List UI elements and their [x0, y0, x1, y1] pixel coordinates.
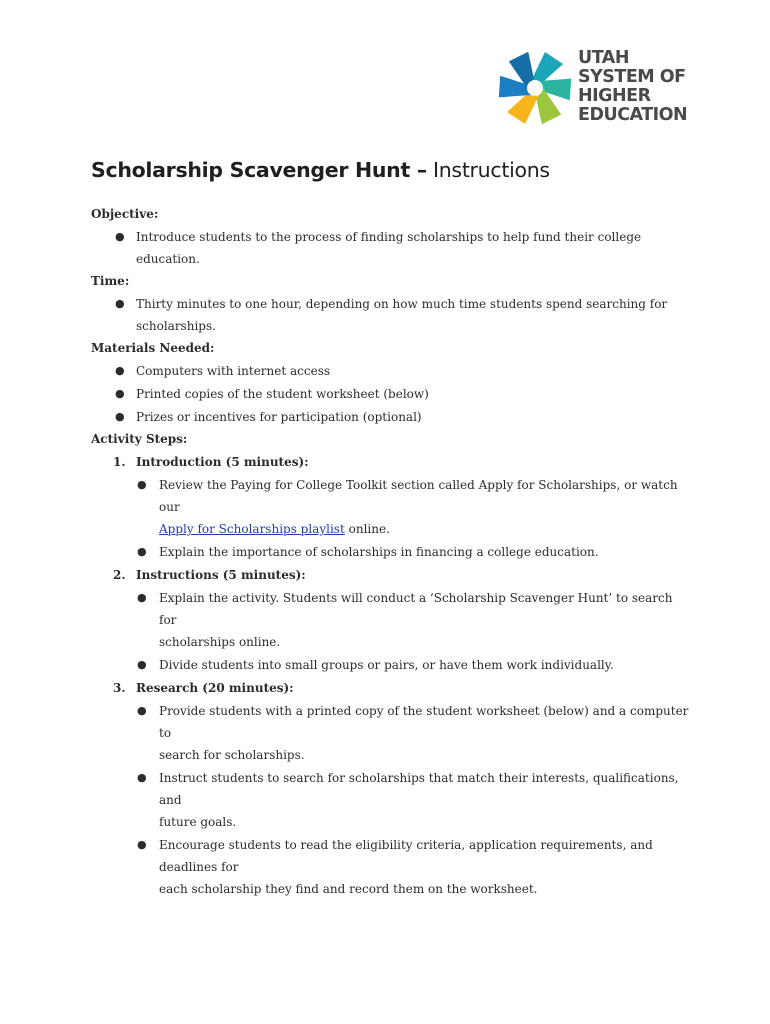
activity-heading: Activity Steps: [91, 432, 188, 446]
sub-list-item [91, 587, 691, 653]
logo-line: SYSTEM OF [578, 67, 686, 87]
materials-heading: Materials Needed: [91, 341, 215, 355]
scholarships-playlist-link[interactable]: Apply for Scholarships playlist [159, 522, 345, 536]
bullet-icon: ● [115, 364, 125, 377]
list-item-text: scholarships. [136, 319, 216, 333]
step-number: 3. [113, 681, 126, 695]
list-item-text: Provide students with a printed copy of the student worksheet (below) and a computer to [159, 704, 689, 740]
step-heading [91, 677, 691, 700]
sub-list-item [91, 767, 691, 833]
pinwheel-logo-icon [495, 47, 575, 129]
logo-wordmark [578, 49, 687, 125]
logo-line: HIGHER [578, 86, 651, 106]
sub-list-item [91, 700, 691, 766]
list-item-text: search for scholarships. [159, 748, 305, 762]
list-item-text: online. [344, 522, 390, 536]
logo-line: EDUCATION [578, 105, 688, 125]
sub-list-item [91, 474, 691, 540]
list-item-text: Divide students into small groups or pairs, or have them work individually. [159, 658, 614, 672]
step-number: 1. [113, 455, 126, 469]
bullet-icon: ● [137, 591, 147, 604]
list-item-text: Printed copies of the student worksheet (below) [136, 387, 429, 401]
bullet-icon: ● [137, 545, 147, 558]
bullet-icon: ● [137, 658, 147, 671]
bullet-icon: ● [137, 771, 147, 784]
list-item-text: future goals. [159, 815, 237, 829]
list-item-text: each scholarship they find and record them on the worksheet. [159, 882, 538, 896]
bullet-icon: ● [137, 478, 147, 491]
sub-list-item [91, 654, 691, 676]
bullet-icon: ● [137, 838, 147, 851]
instructions-body [91, 203, 691, 901]
list-item-text: Encourage students to read the eligibility criteria, application requirements, and deadlines for [159, 838, 653, 874]
step-title: Research (20 minutes): [136, 681, 294, 695]
list-item-text: Instruct students to search for scholarships that match their interests, qualifications, and [159, 771, 679, 807]
logo-line: UTAH [578, 48, 629, 68]
step-title: Instructions (5 minutes): [136, 568, 306, 582]
sub-list-item [91, 541, 691, 563]
step-number: 2. [113, 568, 126, 582]
step-heading [91, 451, 691, 474]
title-regular: Instructions [426, 158, 550, 182]
list-item [91, 406, 691, 428]
bullet-icon: ● [137, 704, 147, 717]
step-heading [91, 564, 691, 587]
title-bold: Scholarship Scavenger Hunt – [91, 158, 427, 182]
list-item-text: Explain the activity. Students will conduct a ‘Scholarship Scavenger Hunt’ to search for [159, 591, 673, 627]
list-item-text: Review the Paying for College Toolkit section called Apply for Scholarships, or watch our [159, 478, 678, 514]
list-item-text: scholarships online. [159, 635, 281, 649]
sub-list-item [91, 834, 691, 900]
list-item [91, 226, 691, 270]
bullet-icon: ● [115, 297, 125, 310]
list-item-text: Prizes or incentives for participation (optional) [136, 410, 422, 424]
list-item [91, 293, 691, 337]
bullet-icon: ● [115, 410, 125, 423]
list-item [91, 360, 691, 382]
list-item [91, 383, 691, 405]
list-item-text: Computers with internet access [136, 364, 331, 378]
bullet-icon: ● [115, 230, 125, 243]
time-heading: Time: [91, 274, 130, 288]
list-item-text: Introduce students to the process of finding scholarships to help fund their college education. [136, 230, 642, 266]
ushe-logo [495, 47, 695, 129]
page-title [91, 158, 550, 182]
bullet-icon: ● [115, 387, 125, 400]
step-title: Introduction (5 minutes): [136, 455, 309, 469]
list-item-text: Explain the importance of scholarships in financing a college education. [159, 545, 599, 559]
list-item-text: Thirty minutes to one hour, depending on how much time students spend searching for [136, 297, 668, 311]
objective-heading: Objective: [91, 207, 159, 221]
